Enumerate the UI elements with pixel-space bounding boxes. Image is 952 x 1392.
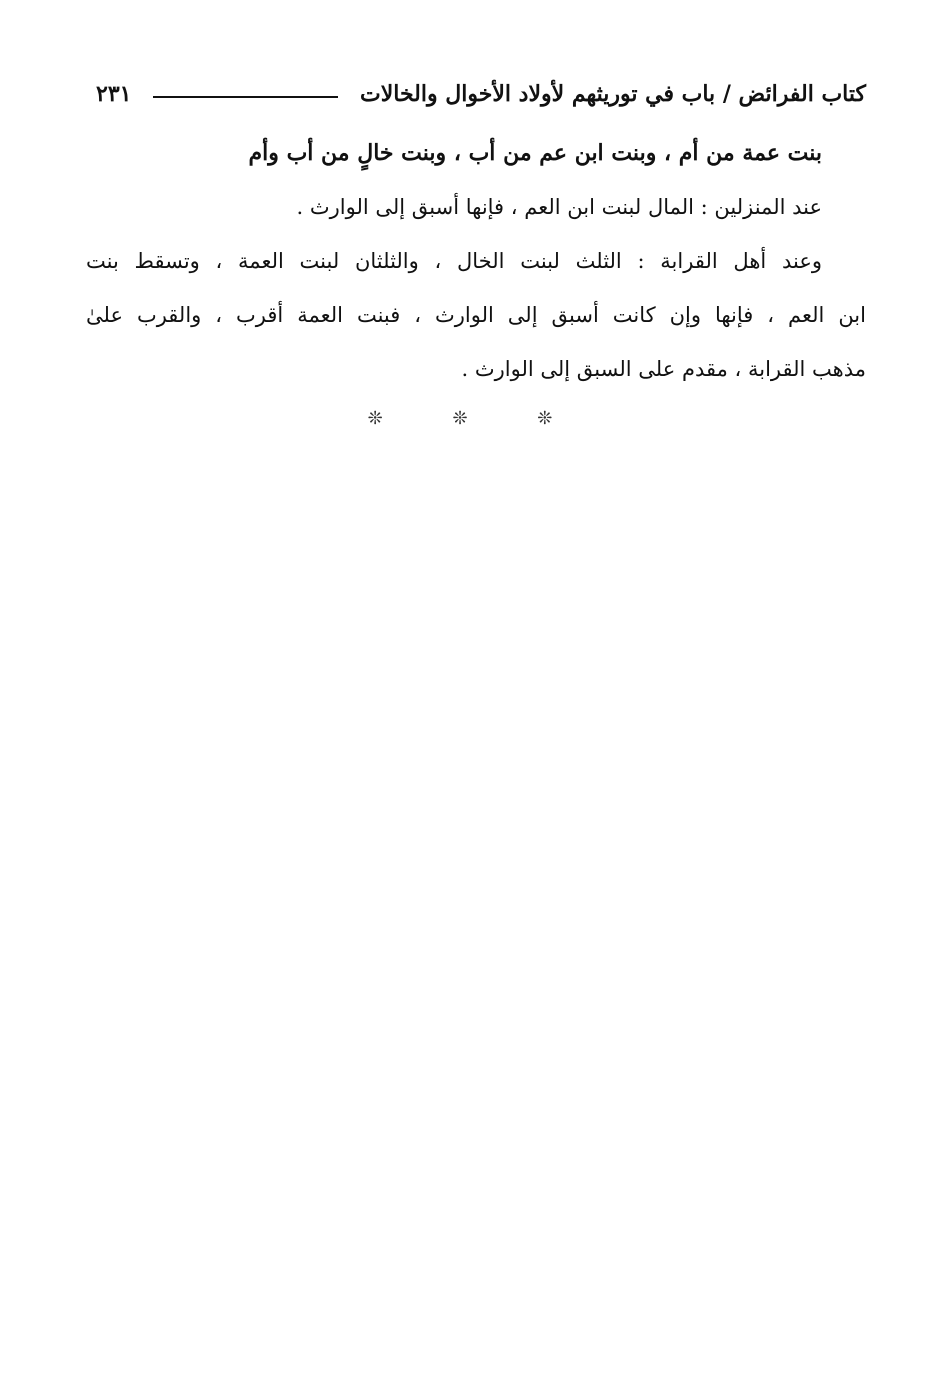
text-line-4: ابن العم ، فإنها وإن كانت أسبق إلى الوارث ، فبنت العمة أقرب ، والقرب علىٰ [86,303,866,327]
header-rule [153,96,338,98]
chapter-title: كتاب الفرائض / باب في توريثهم لأولاد الأخوال والخالات [360,81,866,107]
text-line-5: مذهب القرابة ، مقدم على السبق إلى الوارث . [461,357,866,381]
running-header [96,74,866,114]
text-line-1: بنت عمة من أم ، وبنت ابن عم من أب ، وبنت خالٍ من أب وأم [248,140,822,166]
page-number: ٢٣١ [96,81,132,107]
section-separator: ❊ ❊ ❊ [367,408,585,429]
text-line-2: عند المنزلين : المال لبنت ابن العم ، فإنها أسبق إلى الوارث . [296,195,822,219]
text-line-3: وعند أهل القرابة : الثلث لبنت الخال ، والثلثان لبنت العمة ، وتسقط بنت [86,249,822,273]
body-text [86,126,866,396]
